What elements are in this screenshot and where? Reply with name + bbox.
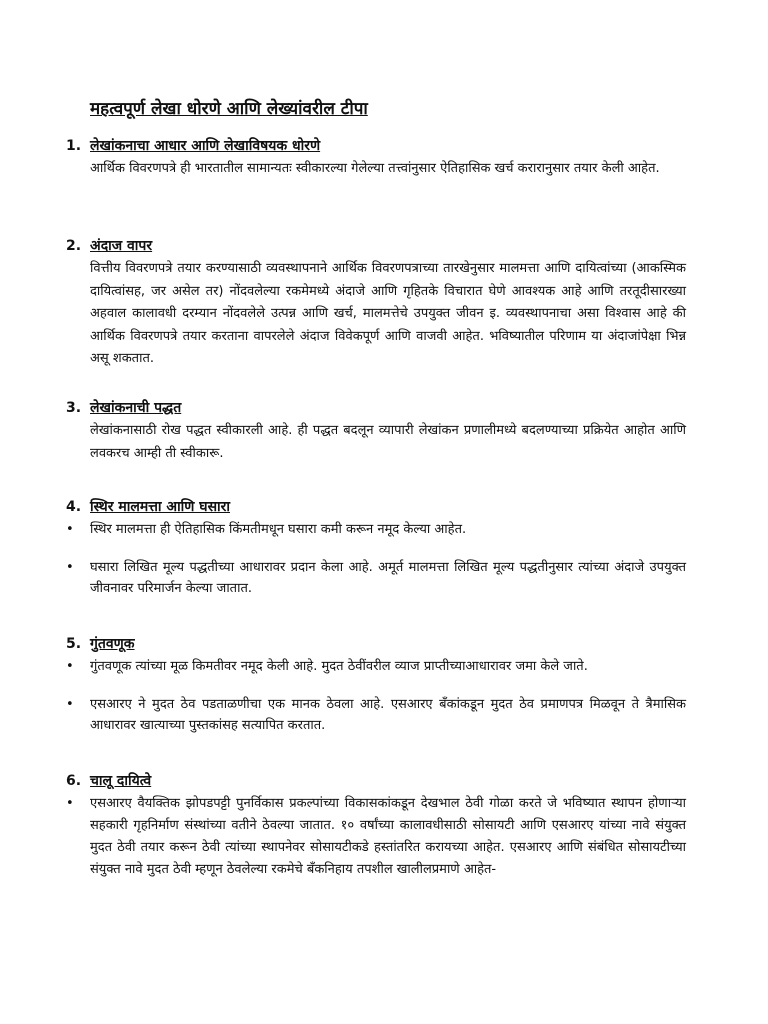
section-number: 4. (66, 499, 82, 515)
section-heading-row (66, 136, 686, 158)
section-heading-row (66, 634, 686, 656)
list-item (66, 656, 686, 677)
section-number: 5. (66, 636, 82, 652)
section-number: 1. (66, 138, 82, 154)
list-item-text: गुंतवणूक त्यांच्या मूळ किमतीवर नमूद केली आहे. मुदत ठेवींवरील व्याज प्राप्तीच्याआधारावर जमा केले जाते. (90, 659, 588, 674)
section-current-liabilities (66, 771, 686, 881)
list-item (66, 557, 686, 599)
section-use-of-estimates (66, 236, 686, 371)
list-item (66, 793, 686, 881)
section-heading-row (66, 236, 686, 258)
list-item-text: एसआरए ने मुदत ठेव पडताळणीचा एक मानक ठेवला आहे. एसआरए बँकांकडून मुदत ठेव प्रमाणपत्र मिळवून ते त्रैमासिक आधारावर खात्याच्या पुस्तकांसह सत्यापित करतात. (90, 697, 686, 733)
section-number: 3. (66, 400, 82, 416)
section-heading: अंदाज वापर (90, 238, 153, 254)
section-paragraph: लेखांकनासाठी रोख पद्धत स्वीकारली आहे. ही पद्धत बदलून व्यापारी लेखांकन प्रणालीमध्ये बदलण्याच्या प्रक्रियेत आहोत आणि लवकरच आम्ही ती स्वीकारू. (90, 423, 686, 461)
section-number: 6. (66, 773, 82, 789)
list-item-text: एसआरए वैयक्तिक झोपडपट्टी पुनर्विकास प्रकल्पांच्या विकासकांकडून देखभाल ठेवी गोळा करते जे भविष्यात स्थापन होणाऱ्या सहकारी गृहनिर्माण संस्थांच्या वतीने ठेवल्या जातात. १० वर्षांच्या कालावधीसाठी सोसायटी आणि एसआरए यांच्या नावे संयुक्त मुदत ठेवी तयार करून ठेवी त्यांच्या स्थापनेवर सोसायटीकडे हस्तांतरित करायच्या आहेत. एसआरए आणि संबंधित सोसायटीच्या संयुक्त नावे मुदत ठेवी म्हणून ठेवलेल्या रकमेचे बँकनिहाय तपशील खालीलप्रमाणे आहेत- (90, 796, 686, 877)
section-heading-row (66, 398, 686, 420)
section-fixed-assets (66, 497, 686, 599)
list-item-text: स्थिर मालमत्ता ही ऐतिहासिक किंमतीमधून घसारा कमी करून नमूद केल्या आहेत. (90, 522, 467, 537)
section-investments (66, 634, 686, 736)
section-heading: लेखांकनाचा आधार आणि लेखाविषयक धोरणे (90, 138, 321, 154)
section-heading-row (66, 771, 686, 793)
bullet-marker: • (66, 560, 74, 575)
section-paragraph: आर्थिक विवरणपत्रे ही भारतातील सामान्यतः स्वीकारल्या गेलेल्या तत्त्वांनुसार ऐतिहासिक खर्च करारानुसार तयार केली आहेत. (90, 161, 660, 176)
section-heading: गुंतवणूक (90, 636, 135, 652)
section-accounting-basis (66, 136, 686, 181)
list-item (66, 519, 686, 540)
section-heading: चालू दायित्वे (90, 773, 152, 789)
section-heading: स्थिर मालमत्ता आणि घसारा (90, 499, 231, 515)
bullet-marker: • (66, 659, 74, 674)
section-number: 2. (66, 238, 82, 254)
document-title: महत्वपूर्ण लेखा धोरणे आणि लेख्यांवरील टीपा (90, 99, 368, 119)
section-paragraph: वित्तीय विवरणपत्रे तयार करण्यासाठी व्यवस्थापनाने आर्थिक विवरणपत्राच्या तारखेनुसार मालमत्ता आणि दायित्वांच्या (आकस्मिक दायित्वांसह, जर असेल तर) नोंदवलेल्या रकमेमध्ये अंदाजे आणि गृहितके विचारात घेणे आवश्यक आहे आणि तरतूदीसारख्या अहवाल कालावधी दरम्यान नोंदवलेले उत्पन्न आणि खर्च, मालमत्तेचे उपयुक्त जीवन इ. व्यवस्थापनाचा असा विश्वास आहे की आर्थिक विवरणपत्रे तयार करताना वापरलेले अंदाज विवेकपूर्ण आणि वाजवी आहेत. भविष्यातील परिणाम या अंदाजांपेक्षा भिन्न असू शकतात. (90, 261, 686, 366)
section-heading: लेखांकनाची पद्धत (90, 400, 182, 416)
bullet-marker: • (66, 697, 74, 712)
section-heading-row (66, 497, 686, 519)
list-item (66, 694, 686, 736)
bullet-marker: • (66, 796, 74, 811)
list-item-text: घसारा लिखित मूल्य पद्धतीच्या आधारावर प्रदान केला आहे. अमूर्त मालमत्ता लिखित मूल्य पद्धतीनुसार त्यांच्या अंदाजे उपयुक्त जीवनावर परिमार्जन केल्या जातात. (90, 560, 686, 596)
bullet-marker: • (66, 522, 74, 537)
section-method-of-accounting (66, 398, 686, 465)
